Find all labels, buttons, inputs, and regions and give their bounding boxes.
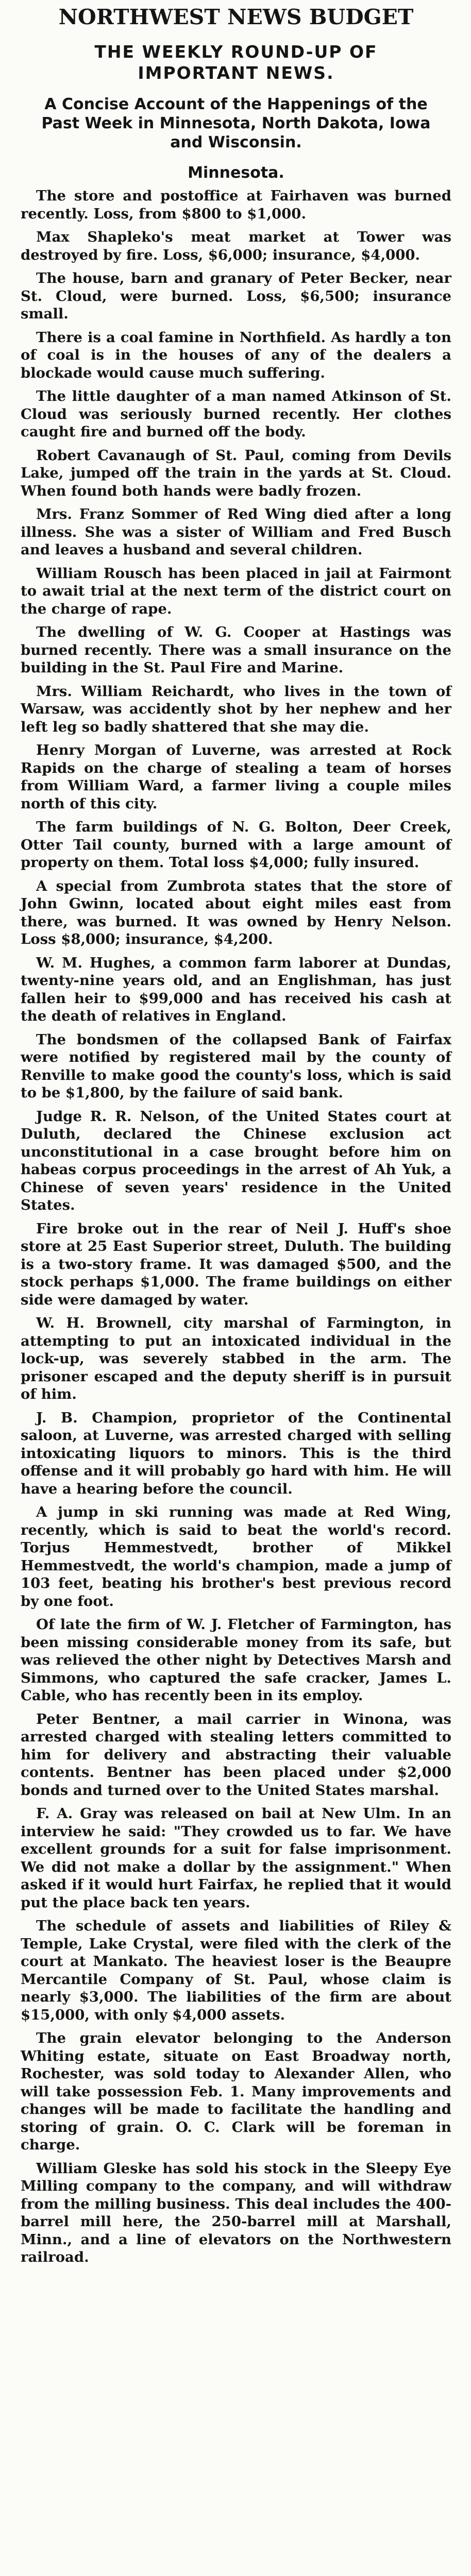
news-item: Max Shapleko's meat market at Tower was destroyed by fire. Loss, $6,000; insurance, $4,000. bbox=[21, 229, 451, 263]
news-item: The dwelling of W. G. Cooper at Hastings was burned recently. There was a small insurance on the building in the St. Paul Fire and Marine. bbox=[21, 624, 451, 676]
news-item: A jump in ski running was made at Red Wing, recently, which is said to beat the world's record. Torjus Hemmestvedt, brother of Mikkel Hemmestvedt, the world's champion, made a jump of 103 feet, beating his brother's best previous record by one foot. bbox=[21, 1504, 451, 1609]
news-item: The grain elevator belonging to the Anderson Whiting estate, situate on East Broadway north, Rochester, was sold today to Alexander Allen, who will take possession Feb. 1. Many improvements and changes will be made to facilitate the handling and storing of grain. O. C. Clark will be foreman in charge. bbox=[21, 2030, 451, 2153]
news-item: Mrs. William Reichardt, who lives in the town of Warsaw, was accidently shot by her nephew and her left leg so badly shattered that she may die. bbox=[21, 683, 451, 735]
news-item: W. H. Brownell, city marshal of Farmington, in attempting to put an intoxicated individual in the lock-up, was severely stabbed in the arm. The prisoner escaped and the deputy sheriff is in pursuit of him. bbox=[21, 1315, 451, 1402]
news-item: Judge R. R. Nelson, of the United States court at Duluth, declared the Chinese exclusion act unconstitutional in a case brought before him on habeas corpus proceedings in the arrest of Ah Yuk, a Chinese of seven years' residence in the United States. bbox=[21, 1108, 451, 1213]
section-heading-minnesota: Minnesota. bbox=[188, 164, 284, 182]
news-item: Peter Bentner, a mail carrier in Winona, was arrested charged with stealing letters committed to him for delivery and abstracting their valuable contents. Bentner has been placed under $2,000 bonds and turned over to the United States marshal. bbox=[21, 1710, 451, 1799]
news-item: Henry Morgan of Luverne, was arrested at Rock Rapids on the charge of stealing a team of horses from William Ward, a farmer living a couple miles north of this city. bbox=[21, 742, 451, 812]
news-item: The little daughter of a man named Atkinson of St. Cloud was seriously burned recently. Her clothes caught fire and burned off the body. bbox=[21, 388, 451, 440]
masthead-title: NORTHWEST NEWS BUDGET bbox=[58, 5, 414, 29]
news-items-list bbox=[21, 187, 451, 2266]
news-item: The bondsmen of the collapsed Bank of Fairfax were notified by registered mail by the county of Renville to make good the county's loss, which is said to be $1,800, by the failure of said bank. bbox=[21, 1031, 451, 1101]
news-item: Fire broke out in the rear of Neil J. Huff's shoe store at 25 East Superior street, Duluth. The building is a two-story frame. It was damaged $500, and the stock perhaps $1,000. The frame buildings on either side were damaged by water. bbox=[21, 1220, 451, 1308]
news-item: William Rousch has been placed in jail at Fairmont to await trial at the next term of the district court on the charge of rape. bbox=[21, 565, 451, 617]
subheadline-deck: A Concise Account of the Happenings of the Past Week in Minnesota, North Dakota, Iowa and Wisconsin. bbox=[41, 95, 431, 151]
news-item: The store and postoffice at Fairhaven was burned recently. Loss, from $800 to $1,000. bbox=[21, 188, 451, 222]
news-item: The farm buildings of N. G. Bolton, Deer Creek, Otter Tail county, burned with a large amount of property on them. Total loss $4,000; fully insured. bbox=[21, 819, 451, 871]
news-item: Mrs. Franz Sommer of Red Wing died after a long illness. She was a sister of William and Fred Busch and leaves a husband and several children. bbox=[21, 506, 451, 558]
news-item: William Gleske has sold his stock in the Sleepy Eye Milling company to the company, and will withdraw from the milling business. This deal includes the 400-barrel mill here, the 250-barrel mill at Marshall, Minn., and a line of elevators on the Northwestern railroad. bbox=[21, 2160, 451, 2265]
news-item: W. M. Hughes, a common farm laborer at Dundas, twenty-nine years old, and an Englishman, has just fallen heir to $99,000 and has received his cash at the death of relatives in England. bbox=[21, 954, 451, 1024]
news-item: Of late the firm of W. J. Fletcher of Farmington, has been missing considerable money from its safe, but was relieved the other night by Detectives Marsh and Simmons, who captured the safe cracker, James L. Cable, who has recently been in its employ. bbox=[21, 1616, 451, 1704]
news-item: The house, barn and granary of Peter Becker, near St. Cloud, were burned. Loss, $6,500; insurance small. bbox=[21, 270, 451, 322]
news-item: The schedule of assets and liabilities of Riley & Temple, Lake Crystal, were filed with the clerk of the court at Mankato. The heaviest loser is the Beaupre Mercantile Company of St. Paul, whose claim is nearly $3,000. The liabilities of the firm are about $15,000, with only $4,000 assets. bbox=[21, 1918, 451, 2023]
news-item: There is a coal famine in Northfield. As hardly a ton of coal is in the houses of any of the dealers a blockade would cause much suffering. bbox=[21, 329, 451, 381]
news-item: A special from Zumbrota states that the store of John Gwinn, located about eight miles east from there, was burned. It was owned by Henry Nelson. Loss $8,000; insurance, $4,200. bbox=[21, 877, 451, 947]
news-item: J. B. Champion, proprietor of the Continental saloon, at Luverne, was arrested charged with selling intoxicating liquors to minors. This is the third offense and it will probably go hard with him. He will have a hearing before the council. bbox=[21, 1409, 451, 1497]
news-item: Robert Cavanaugh of St. Paul, coming from Devils Lake, jumped off the train in the yards at St. Cloud. When found both hands were badly frozen. bbox=[21, 447, 451, 499]
headline-deck: THE WEEKLY ROUND-UP OF IMPORTANT NEWS. bbox=[94, 42, 378, 83]
news-item: F. A. Gray was released on bail at New Ulm. In an interview he said: "They crowded us to far. We have excellent grounds for a suit for false imprisonment. We did not make a dollar by the assignment." When asked if it would hurt Fairfax, he replied that it would put the place back ten years. bbox=[21, 1805, 451, 1911]
